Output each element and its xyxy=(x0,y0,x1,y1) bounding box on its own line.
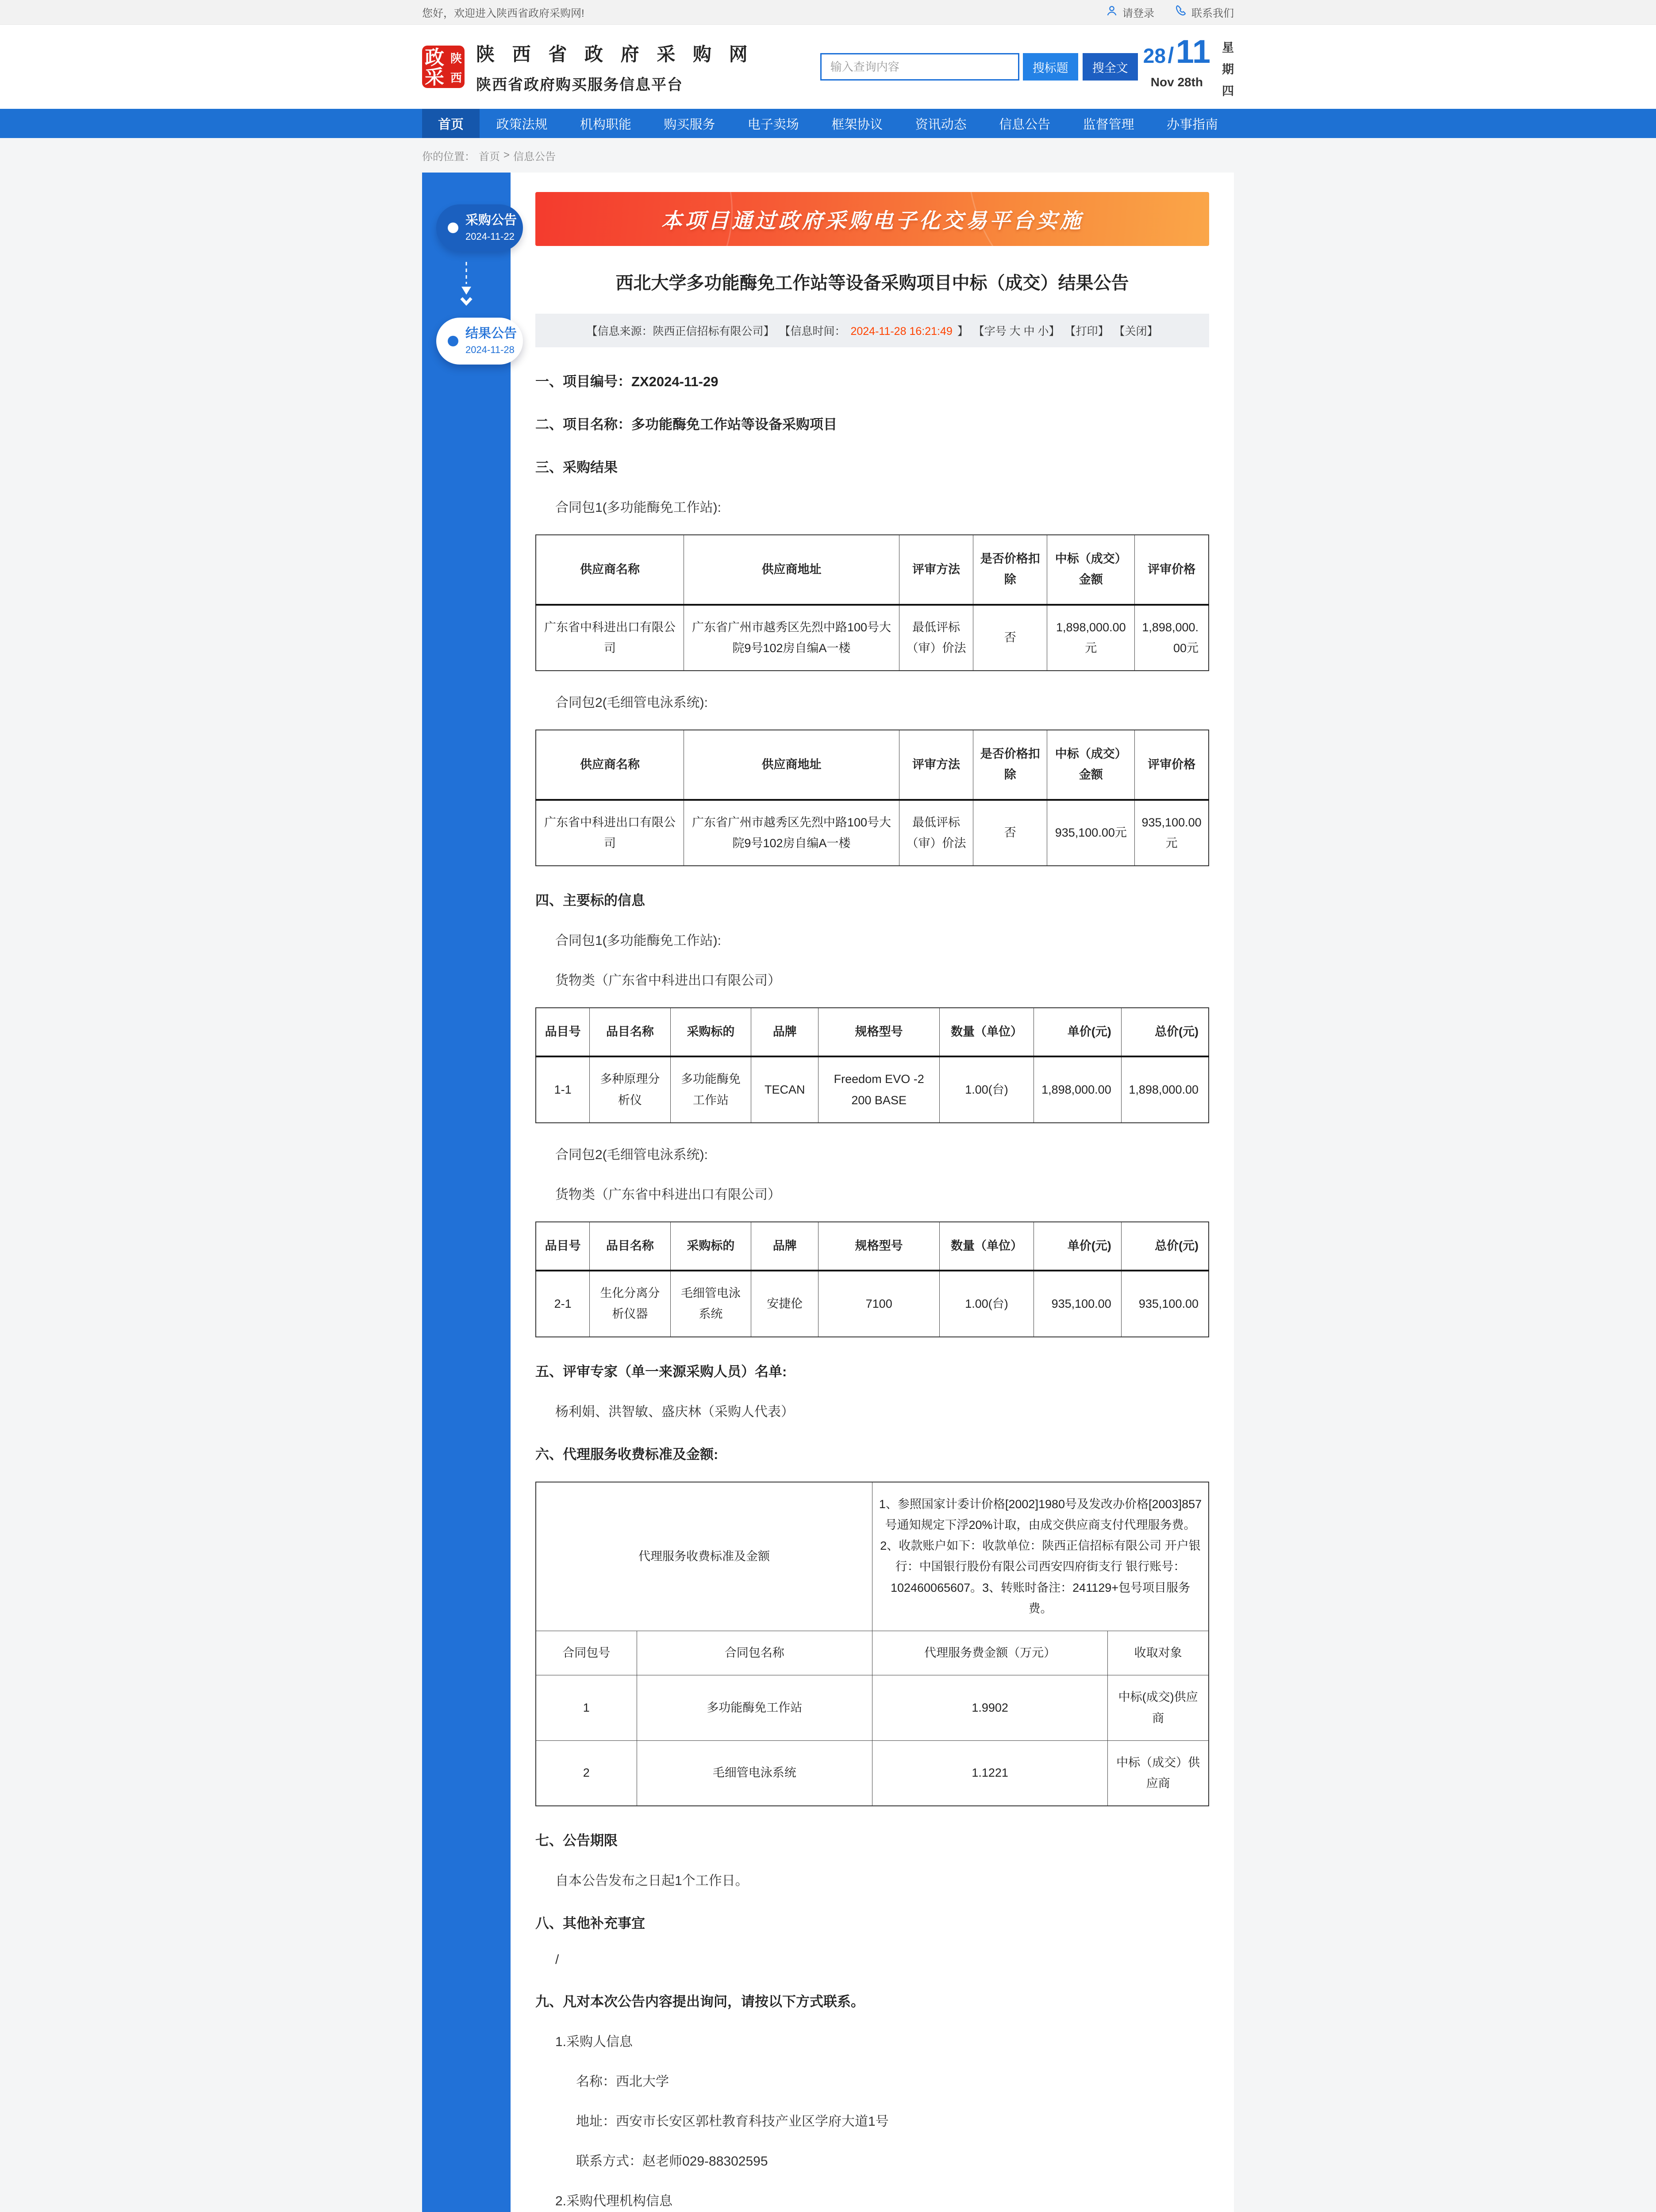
table-row xyxy=(536,1271,1209,1337)
cell-package-name: 多功能酶免工作站 xyxy=(637,1675,872,1741)
main-nav xyxy=(0,109,1656,138)
section-8-title: 八、其他补充事宜 xyxy=(535,1916,645,1932)
cell-quantity: 1.00(台) xyxy=(940,1271,1034,1337)
contact-us-link[interactable] xyxy=(1175,4,1234,20)
cell-fee-payer: 中标(成交)供应商 xyxy=(1108,1675,1209,1741)
date-block xyxy=(1143,35,1234,99)
cell-review-method: 最低评标（审）价法 xyxy=(899,800,973,866)
cell-spec-model: 7100 xyxy=(818,1271,940,1337)
cell-supplier-address: 广东省广州市越秀区先烈中路100号大院9号102房自编A一楼 xyxy=(684,605,899,671)
col-supplier-name: 供应商名称 xyxy=(536,730,684,800)
timeline-step-date: 2024-11-22 xyxy=(465,230,515,242)
goods-category-label-2: 货物类（广东省中科进出口有限公司） xyxy=(555,1187,781,1202)
expert-names: 杨利娟、洪智敏、盛庆林（采购人代表） xyxy=(555,1404,794,1419)
cell-brand: 安捷伦 xyxy=(751,1271,818,1337)
date-day: 28 xyxy=(1143,44,1166,67)
search-input[interactable] xyxy=(820,53,1019,81)
weekday-char: 四 xyxy=(1222,84,1234,98)
agency-fee-table xyxy=(535,1482,1209,1807)
nav-item-announcements[interactable]: 信息公告 xyxy=(999,117,1051,132)
nav-item-framework[interactable]: 框架协议 xyxy=(831,117,883,132)
cell-unit-price: 935,100.00 xyxy=(1034,1271,1122,1337)
cell-fee-amount: 1.9902 xyxy=(872,1675,1107,1741)
timeline-step-title: 结果公告 xyxy=(465,326,517,341)
timeline-sidebar xyxy=(422,173,517,2212)
cell-price-deduction: 否 xyxy=(973,800,1047,866)
col-procurement-target: 采购标的 xyxy=(670,1222,751,1271)
table-row xyxy=(536,1675,1209,1741)
cell-review-method: 最低评标（审）价法 xyxy=(899,605,973,671)
date-separator: / xyxy=(1168,42,1174,68)
col-package-name: 合同包名称 xyxy=(637,1631,872,1675)
nav-item-home[interactable]: 首页 xyxy=(422,109,480,138)
article-meta-bar xyxy=(535,314,1209,347)
cell-fee-payer: 中标（成交）供应商 xyxy=(1108,1740,1209,1806)
col-unit-price: 单价(元) xyxy=(1034,1008,1122,1056)
buyer-phone: 联系方式：赵老师029-88302595 xyxy=(576,2154,768,2169)
col-supplier-address: 供应商地址 xyxy=(684,730,899,800)
section-3-title: 三、采购结果 xyxy=(535,460,618,475)
logo-char: 陕 xyxy=(450,52,462,65)
section-6-title: 六、代理服务收费标准及金额: xyxy=(535,1446,718,1462)
timeline-step-result-notice[interactable] xyxy=(436,318,523,365)
col-item-name: 品目名称 xyxy=(590,1008,671,1056)
col-price-deduction: 是否价格扣除 xyxy=(973,730,1047,800)
font-size-controls[interactable]: 【字号 大 中 小】 xyxy=(973,325,1060,338)
site-subtitle: 陕西省政府购买服务信息平台 xyxy=(476,76,683,93)
timeline-arrow-down-icon xyxy=(422,261,511,310)
section-1-project-number: 一、项目编号：ZX2024-11-29 xyxy=(535,374,718,389)
package1-label: 合同包1(多功能酶免工作站): xyxy=(555,500,721,515)
col-item-no: 品目号 xyxy=(536,1008,590,1056)
section-7-title: 七、公告期限 xyxy=(535,1833,618,1849)
site-logo[interactable] xyxy=(422,46,465,88)
timeline-dot xyxy=(448,336,458,346)
meta-time-close: 】 xyxy=(957,325,968,338)
cell-package-no: 2 xyxy=(536,1740,637,1806)
cell-supplier-name: 广东省中科进出口有限公司 xyxy=(536,800,684,866)
cell-quantity: 1.00(台) xyxy=(940,1056,1034,1123)
page-title: 西北大学多功能酶免工作站等设备采购项目中标（成交）结果公告 xyxy=(615,273,1129,293)
close-button[interactable]: 【关闭】 xyxy=(1114,325,1158,338)
cell-spec-model: Freedom EVO -2 200 BASE xyxy=(818,1056,940,1123)
col-spec-model: 规格型号 xyxy=(818,1222,940,1271)
col-fee-amount: 代理服务费金额（万元） xyxy=(872,1631,1107,1675)
cell-review-price: 935,100.00元 xyxy=(1135,800,1209,866)
buyer-address: 地址：西安市长安区郭杜教育科技产业区学府大道1号 xyxy=(576,2114,889,2129)
package2-label-2: 合同包2(毛细管电泳系统): xyxy=(555,1147,708,1162)
cell-package-no: 1 xyxy=(536,1675,637,1741)
col-package-no: 合同包号 xyxy=(536,1631,637,1675)
breadcrumb-band xyxy=(0,138,1656,173)
brand-block xyxy=(476,40,754,94)
timeline-step-title: 采购公告 xyxy=(465,213,517,228)
main-area xyxy=(422,173,1234,2212)
nav-item-guide[interactable]: 办事指南 xyxy=(1166,117,1218,132)
section-9-title: 九、凡对本次公告内容提出询问，请按以下方式联系。 xyxy=(535,1994,865,2010)
date-month: 11 xyxy=(1176,33,1210,70)
cell-supplier-name: 广东省中科进出口有限公司 xyxy=(536,605,684,671)
nav-item-functions[interactable]: 机构职能 xyxy=(580,117,631,132)
article-panel xyxy=(511,173,1234,2212)
weekday-vertical xyxy=(1222,35,1234,99)
cell-brand: TECAN xyxy=(751,1056,818,1123)
cell-fee-standard-label: 代理服务收费标准及金额 xyxy=(536,1482,872,1631)
cell-award-amount: 935,100.00元 xyxy=(1047,800,1135,866)
breadcrumb xyxy=(422,148,1234,163)
breadcrumb-separator: > xyxy=(503,149,510,161)
col-supplier-address: 供应商地址 xyxy=(684,535,899,605)
login-link[interactable] xyxy=(1106,4,1154,20)
print-button[interactable]: 【打印】 xyxy=(1064,325,1109,338)
nav-item-emall[interactable]: 电子卖场 xyxy=(747,117,799,132)
cell-item-name: 生化分离分析仪器 xyxy=(590,1271,671,1337)
welcome-text: 您好，欢迎进入陕西省政府采购网! xyxy=(422,8,584,19)
cell-total-price: 1,898,000.00 xyxy=(1121,1056,1209,1123)
table-header-row xyxy=(536,1008,1209,1056)
col-review-method: 评审方法 xyxy=(899,730,973,800)
buyer-name: 名称：西北大学 xyxy=(576,2074,669,2089)
cell-item-no: 2-1 xyxy=(536,1271,590,1337)
col-review-price: 评审价格 xyxy=(1135,730,1209,800)
section-2-project-name: 二、项目名称：多功能酶免工作站等设备采购项目 xyxy=(535,417,837,432)
weekday-char: 期 xyxy=(1222,62,1234,76)
timeline-step-procurement-notice[interactable] xyxy=(436,204,523,251)
table-row xyxy=(536,1740,1209,1806)
cell-procurement-target: 多功能酶免工作站 xyxy=(670,1056,751,1123)
col-spec-model: 规格型号 xyxy=(818,1008,940,1056)
section-5-title: 五、评审专家（单一来源采购人员）名单: xyxy=(535,1363,787,1379)
col-procurement-target: 采购标的 xyxy=(670,1008,751,1056)
col-review-price: 评审价格 xyxy=(1135,535,1209,605)
result-table-package1 xyxy=(535,534,1209,671)
banner-text: 本项目通过政府采购电子化交易平台实施 xyxy=(661,208,1084,232)
col-price-deduction: 是否价格扣除 xyxy=(973,535,1047,605)
col-quantity: 数量（单位） xyxy=(940,1222,1034,1271)
timeline-dot xyxy=(448,223,458,233)
announcement-period: 自本公告发布之日起1个工作日。 xyxy=(555,1874,749,1889)
cell-supplier-address: 广东省广州市越秀区先烈中路100号大院9号102房自编A一楼 xyxy=(684,800,899,866)
cell-award-amount: 1,898,000.00元 xyxy=(1047,605,1135,671)
cell-review-price: 1,898,000.00元 xyxy=(1135,605,1209,671)
result-table-package2 xyxy=(535,730,1209,866)
eplatform-banner xyxy=(535,192,1209,246)
col-fee-payer: 收取对象 xyxy=(1108,1631,1209,1675)
nav-item-news[interactable]: 资讯动态 xyxy=(915,117,967,132)
date-english: Nov 28th xyxy=(1150,75,1203,89)
cell-fee-amount: 1.1221 xyxy=(872,1740,1107,1806)
nav-item-purchase-service[interactable]: 购买服务 xyxy=(664,117,715,132)
cell-item-no: 1-1 xyxy=(536,1056,590,1123)
logo-char: 采 xyxy=(425,66,444,88)
package1-label-2: 合同包1(多功能酶免工作站): xyxy=(555,933,721,948)
timeline-step-date: 2024-11-28 xyxy=(465,344,515,355)
col-award-amount: 中标（成交）金额 xyxy=(1047,730,1135,800)
cell-unit-price: 1,898,000.00 xyxy=(1034,1056,1122,1123)
logo-char: 政 xyxy=(425,47,444,69)
login-label: 请登录 xyxy=(1122,8,1154,19)
top-utility-bar xyxy=(0,0,1656,25)
breadcrumb-current-link[interactable]: 信息公告 xyxy=(513,150,556,163)
cell-price-deduction: 否 xyxy=(973,605,1047,671)
table-header-row xyxy=(536,535,1209,605)
table-header-row xyxy=(536,730,1209,800)
meta-time-label: 【信息时间： xyxy=(779,325,846,338)
nav-item-supervision[interactable]: 监督管理 xyxy=(1083,117,1134,132)
nav-item-policy[interactable]: 政策法规 xyxy=(496,117,548,132)
goods-category-label: 货物类（广东省中科进出口有限公司） xyxy=(555,973,781,988)
cell-procurement-target: 毛细管电泳系统 xyxy=(670,1271,751,1337)
meta-time-value: 2024-11-28 16:21:49 xyxy=(850,325,953,338)
phone-icon xyxy=(1175,4,1187,20)
col-award-amount: 中标（成交）金额 xyxy=(1047,535,1135,605)
site-header xyxy=(0,25,1656,109)
search-group xyxy=(820,53,1138,81)
agency-info-heading: 2.采购代理机构信息 xyxy=(555,2194,673,2209)
user-icon xyxy=(1106,4,1118,20)
meta-source: 【信息来源：陕西正信招标有限公司】 xyxy=(586,325,775,338)
col-item-no: 品目号 xyxy=(536,1222,590,1271)
items-table-package2 xyxy=(535,1221,1209,1337)
cell-total-price: 935,100.00 xyxy=(1121,1271,1209,1337)
col-item-name: 品目名称 xyxy=(590,1222,671,1271)
supplementary-matters: / xyxy=(555,1952,559,1967)
col-unit-price: 单价(元) xyxy=(1034,1222,1122,1271)
col-total-price: 总价(元) xyxy=(1121,1222,1209,1271)
col-total-price: 总价(元) xyxy=(1121,1008,1209,1056)
col-review-method: 评审方法 xyxy=(899,535,973,605)
table-row xyxy=(536,605,1209,671)
contact-us-label: 联系我们 xyxy=(1191,8,1234,19)
cell-item-name: 多种原理分析仪 xyxy=(590,1056,671,1123)
col-brand: 品牌 xyxy=(751,1222,818,1271)
table-header-row xyxy=(536,1631,1209,1675)
buyer-info-heading: 1.采购人信息 xyxy=(555,2035,633,2050)
weekday-char: 星 xyxy=(1222,41,1234,54)
breadcrumb-home-link[interactable]: 首页 xyxy=(479,150,500,163)
logo-char: 西 xyxy=(450,71,462,84)
items-table-package1 xyxy=(535,1007,1209,1123)
search-fulltext-button[interactable]: 搜全文 xyxy=(1083,53,1138,81)
package2-label: 合同包2(毛细管电泳系统): xyxy=(555,695,708,710)
search-title-button[interactable]: 搜标题 xyxy=(1023,53,1078,81)
table-row xyxy=(536,1482,1209,1631)
cell-fee-standard-desc: 1、参照国家计委计价格[2002]1980号及发改办价格[2003]857号通知规定下浮20%计取，由成交供应商支付代理服务费。2、收款账户如下：收款单位：陕西正信招标有限公司 开户银行：中国银行股份有限公司西安四府街支行 银行账号：102460065607。3、转账时备注：241129+包号项目服务费。 xyxy=(872,1482,1209,1631)
cell-package-name: 毛细管电泳系统 xyxy=(637,1740,872,1806)
site-title: 陕 西 省 政 府 采 购 网 xyxy=(476,43,754,65)
col-supplier-name: 供应商名称 xyxy=(536,535,684,605)
table-header-row xyxy=(536,1222,1209,1271)
col-brand: 品牌 xyxy=(751,1008,818,1056)
col-quantity: 数量（单位） xyxy=(940,1008,1034,1056)
table-row xyxy=(536,1056,1209,1123)
table-row xyxy=(536,800,1209,866)
breadcrumb-label: 你的位置： xyxy=(422,150,475,163)
section-4-title: 四、主要标的信息 xyxy=(535,893,645,908)
